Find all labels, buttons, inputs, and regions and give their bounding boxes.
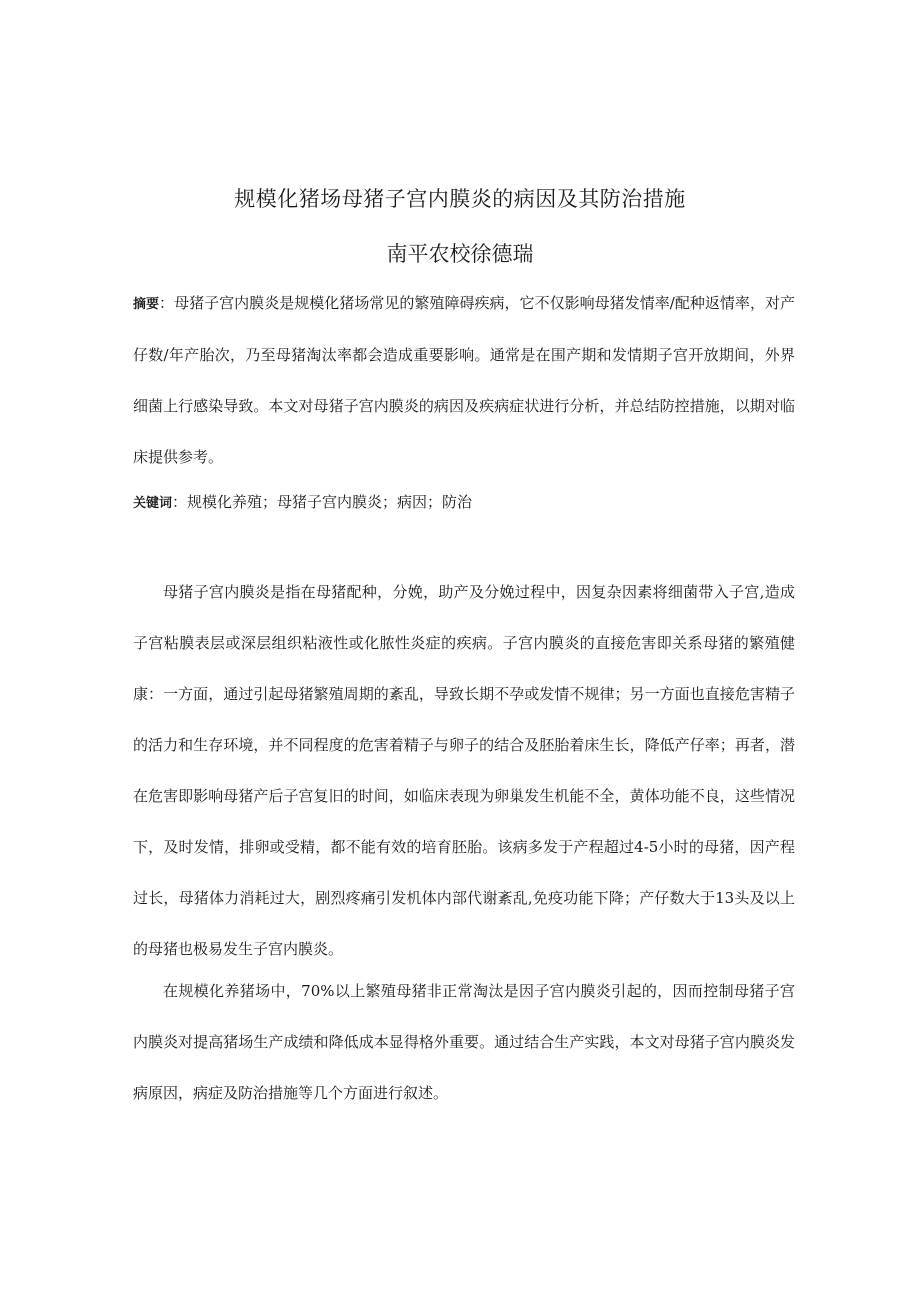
keywords-section [133,477,795,529]
body-paragraph-1-container [133,567,795,975]
document-author: 南平农校徐德瑞 [386,242,534,266]
keywords-text: 规模化养殖；母猪子宫内膜炎；病因；防治 [187,493,473,511]
abstract-text: 母猪子宫内膜炎是规模化猪场常见的繁殖障碍疾病，它不仅影响母猪发情率/配种返情率，对产仔数/年产胎次，乃至母猪淘汰率都会造成重要影响。通常是在围产期和发情期子宫开放期间，外界细菌上行感染导致。本文对母猪子宫内膜炎的病因及疾病症状进行分析，并总结防控措施，以期对临床提供参考。 [133,294,795,466]
abstract-section [133,278,795,483]
document-title: 规模化猪场母猪子宫内膜炎的病因及其防治措施 [234,187,686,211]
abstract-label: 摘要 [133,297,160,312]
body-paragraph: 在规模化养猪场中，70%以上繁殖母猪非正常淘汰是因子宫内膜炎引起的，因而控制母猪子宫内膜炎对提高猪场生产成绩和降低成本显得格外重要。通过结合生产实践，本文对母猪子宫内膜炎发病原因，病症及防治措施等几个方面进行叙述。 [133,982,795,1102]
keywords-label: 关键词 [133,496,173,511]
body-paragraph-2-container [133,966,795,1119]
body-paragraph: 母猪子宫内膜炎是指在母猪配种，分娩，助产及分娩过程中，因复杂因素将细菌带入子宫,造成子宫粘膜表层或深层组织粘液性或化脓性炎症的疾病。子宫内膜炎的直接危害即关系母猪的繁殖健康：一方面，通过引起母猪繁殖周期的紊乱，导致长期不孕或发情不规律；另一方面也直接危害精子的活力和生存环境，并不同程度的危害着精子与卵子的结合及胚胎着床生长，降低产仔率；再者，潜在危害即影响母猪产后子宫复旧的时间，如临床表现为卵巢发生机能不全，黄体功能不良，这些情况下，及时发情，排卵或受精，都不能有效的培育胚胎。该病多发于产程超过4-5小时的母猪，因产程过长，母猪体力消耗过大，剧烈疼痛引发机体内部代谢紊乱,免疫功能下降；产仔数大于13头及以上的母猪也极易发生子宫内膜炎。 [133,583,795,958]
abstract-separator: ： [159,294,175,312]
keywords-separator: ： [172,493,188,511]
